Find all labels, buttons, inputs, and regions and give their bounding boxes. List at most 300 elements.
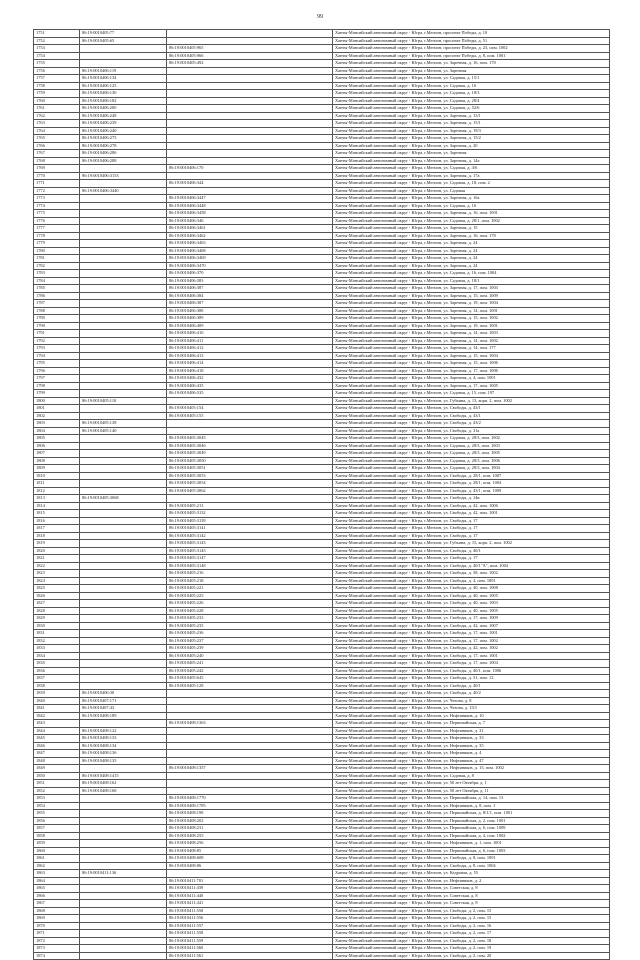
premises-cadastral-cell: 86:19:0010405:3145 — [167, 547, 333, 555]
row-number-cell: 1774 — [34, 202, 80, 210]
table-row — [34, 105, 610, 113]
address-cell: Ханты-Мансийский автономный округ - Югра, г.Мегион, ул. Заречная, д. 16, пом. 178 — [333, 60, 610, 68]
table-row — [34, 82, 610, 90]
premises-cadastral-cell: 86:19:0010406:387 — [167, 300, 333, 308]
premises-cadastral-cell: 86:19:0010406:410 — [167, 330, 333, 338]
premises-cadastral-cell: 86:19:0010405:3148 — [167, 562, 333, 570]
row-number-cell: 1848 — [34, 757, 80, 765]
premises-cadastral-cell: 86:19:0010408:608 — [167, 855, 333, 863]
premises-cadastral-cell: 86:19:0010405:128 — [167, 682, 333, 690]
premises-cadastral-cell: 86:19:0010405:239 — [167, 645, 333, 653]
row-number-cell: 1835 — [34, 660, 80, 668]
premises-cadastral-cell: 86:19:0010408:1770 — [167, 795, 333, 803]
land-cadastral-cell — [80, 945, 167, 953]
address-cell: Ханты-Мансийский автономный округ - Югра, г.Мегион, ул. Свободы, д. 17 — [333, 525, 610, 533]
premises-cadastral-cell: 86:19:0010405:3051 — [167, 465, 333, 473]
table-row — [34, 360, 610, 368]
address-cell: Ханты-Мансийский автономный округ - Югра, г.Мегион, ул. Заречная, д. 13/1 — [333, 112, 610, 120]
row-number-cell: 1777 — [34, 225, 80, 233]
table-row — [34, 825, 610, 833]
land-cadastral-cell — [80, 577, 167, 585]
row-number-cell: 1827 — [34, 600, 80, 608]
premises-cadastral-cell: 86:19:0010406:411 — [167, 337, 333, 345]
table-row — [34, 382, 610, 390]
address-cell: Ханты-Мансийский автономный округ - Югра, г.Мегион, ул. Садовая, д. 16 — [333, 82, 610, 90]
row-number-cell: 1834 — [34, 652, 80, 660]
premises-cadastral-cell — [167, 142, 333, 150]
table-row — [34, 915, 610, 923]
land-cadastral-cell: 86:19:0010411:136 — [80, 870, 167, 878]
row-number-cell: 1805 — [34, 435, 80, 443]
row-number-cell: 1769 — [34, 165, 80, 173]
row-number-cell: 1784 — [34, 277, 80, 285]
address-cell: Ханты-Мансийский автономный округ - Югра, г.Мегион, ул. Заречная, д. 15 — [333, 225, 610, 233]
premises-cadastral-cell: 86:19:0010405:225 — [167, 592, 333, 600]
premises-cadastral-cell: 86:19:0010408:198 — [167, 810, 333, 818]
row-number-cell: 1861 — [34, 855, 80, 863]
land-cadastral-cell — [80, 667, 167, 675]
premises-cadastral-cell: 86:19:0010406:3447 — [167, 195, 333, 203]
address-cell: Ханты-Мансийский автономный округ - Югра, г.Мегион, ул. Садовая, д. 16 — [333, 202, 610, 210]
table-row — [34, 945, 610, 953]
table-row — [34, 855, 610, 863]
address-cell: Ханты-Мансийский автономный округ - Югра, г.Мегион, ул. Заречная, д. 15, пом. 1009 — [333, 292, 610, 300]
address-cell: Ханты-Мансийский автономный округ - Югра, г.Мегион, ул. Чехова, д. 15/1 — [333, 705, 610, 713]
row-number-cell: 1766 — [34, 142, 80, 150]
premises-cadastral-cell: 86:19:0010405:235 — [167, 622, 333, 630]
address-cell: Ханты-Мансийский автономный округ - Югра, г.Мегион, ул. Первомайская, д. 6, пом. 1009 — [333, 825, 610, 833]
table-row — [34, 240, 610, 248]
land-cadastral-cell: 86:19:0010405:65 — [80, 37, 167, 45]
row-number-cell: 1771 — [34, 180, 80, 188]
premises-cadastral-cell: 86:19:0010406:3463 — [167, 240, 333, 248]
land-cadastral-cell: 86:19:0010406:130 — [80, 90, 167, 98]
table-row — [34, 465, 610, 473]
address-cell: Ханты-Мансийский автономный округ - Югра, г.Мегион, ул. Заречная, д. 16, пом. 178 — [333, 232, 610, 240]
premises-cadastral-cell: 86:19:0010408:202 — [167, 817, 333, 825]
premises-cadastral-cell — [167, 397, 333, 405]
premises-cadastral-cell — [167, 727, 333, 735]
land-cadastral-cell — [80, 825, 167, 833]
premises-cadastral-cell: 86:19:0010406:346 — [167, 217, 333, 225]
row-number-cell: 1803 — [34, 420, 80, 428]
table-row — [34, 592, 610, 600]
row-number-cell: 1770 — [34, 172, 80, 180]
row-number-cell: 1869 — [34, 915, 80, 923]
premises-cadastral-cell: 86:19:0010405:3053 — [167, 472, 333, 480]
land-cadastral-cell — [80, 292, 167, 300]
premises-cadastral-cell: 86:19:0010408:255 — [167, 832, 333, 840]
premises-cadastral-cell: 86:19:0010406:383 — [167, 277, 333, 285]
address-cell: Ханты-Мансийский автономный округ - Югра, г.Мегион, ул. Советская, д. 8 — [333, 892, 610, 900]
row-number-cell: 1872 — [34, 937, 80, 945]
address-cell: Ханты-Мансийский автономный округ - Югра, г.Мегион, ул. Заречная, д. 14а — [333, 157, 610, 165]
row-number-cell: 1763 — [34, 120, 80, 128]
premises-cadastral-cell: 86:19:0010405:218 — [167, 577, 333, 585]
premises-cadastral-cell: 86:19:0010408:1363 — [167, 720, 333, 728]
land-cadastral-cell — [80, 277, 167, 285]
address-cell: Ханты-Мансийский автономный округ - Югра, г.Мегион, ул. Садовая, д. 52/6 — [333, 105, 610, 113]
table-row — [34, 660, 610, 668]
premises-cadastral-cell: 86:19:0010405:3141 — [167, 525, 333, 533]
land-cadastral-cell: 86:19:0010405:3068 — [80, 495, 167, 503]
land-cadastral-cell — [80, 652, 167, 660]
address-cell: Ханты-Мансийский автономный округ - Югра, г.Мегион, ул. Первомайская, д. 2, пом. 1001 — [333, 817, 610, 825]
row-number-cell: 1850 — [34, 772, 80, 780]
table-row — [34, 405, 610, 413]
address-cell: Ханты-Мансийский автономный округ - Югра, г.Мегион, ул. Свободы, д. 28/1, пом. 1004 — [333, 480, 610, 488]
premises-cadastral-cell: 86:19:0010405:3147 — [167, 555, 333, 563]
row-number-cell: 1821 — [34, 555, 80, 563]
address-cell: Ханты-Мансийский автономный округ - Югра, г.Мегион, ул. Свободы, д. 42, пом. 1007 — [333, 622, 610, 630]
land-cadastral-cell: 86:19:0010406:3153 — [80, 172, 167, 180]
address-cell: Ханты-Мансийский автономный округ - Югра, г.Мегион, ул. Заречная, д. 15, пом. 1006 — [333, 360, 610, 368]
table-row — [34, 457, 610, 465]
row-number-cell: 1800 — [34, 397, 80, 405]
land-cadastral-cell: 86:19:0010408:189 — [80, 712, 167, 720]
premises-cadastral-cell: 86:19:0010406:3461 — [167, 225, 333, 233]
table-row — [34, 60, 610, 68]
row-number-cell: 1873 — [34, 945, 80, 953]
table-row — [34, 195, 610, 203]
address-cell: Ханты-Мансийский автономный округ - Югра, г.Мегион, ул. Садовая, д. 28/1, пом. 1002 — [333, 217, 610, 225]
address-cell: Ханты-Мансийский автономный округ - Югра, г.Мегион, ул. Свободы, д. 43/1 — [333, 412, 610, 420]
address-cell: Ханты-Мансийский автономный округ - Югра, г.Мегион, ул. Нефтяников, д. 10 — [333, 712, 610, 720]
address-cell: Ханты-Мансийский автономный округ - Югра, г.Мегион, ул. Первомайская, д. 6, пом. 1003 — [333, 847, 610, 855]
row-number-cell: 1837 — [34, 675, 80, 683]
row-number-cell: 1857 — [34, 825, 80, 833]
row-number-cell: 1782 — [34, 262, 80, 270]
premises-cadastral-cell — [167, 97, 333, 105]
premises-cadastral-cell: 86:19:0010405:236 — [167, 630, 333, 638]
row-number-cell: 1751 — [34, 30, 80, 38]
row-number-cell: 1807 — [34, 450, 80, 458]
land-cadastral-cell: 86:19:0010406:248 — [80, 112, 167, 120]
row-number-cell: 1793 — [34, 345, 80, 353]
row-number-cell: 1823 — [34, 570, 80, 578]
table-row — [34, 720, 610, 728]
address-cell: Ханты-Мансийский автономный округ - Югра, г.Мегион, ул. Заречная, д. 24 — [333, 247, 610, 255]
premises-cadastral-cell — [167, 427, 333, 435]
table-row — [34, 802, 610, 810]
land-cadastral-cell — [80, 720, 167, 728]
table-row — [34, 570, 610, 578]
table-row — [34, 810, 610, 818]
row-number-cell: 1780 — [34, 247, 80, 255]
table-row — [34, 90, 610, 98]
table-row — [34, 45, 610, 53]
row-number-cell: 1792 — [34, 337, 80, 345]
land-cadastral-cell: 86:19:0010408:134 — [80, 742, 167, 750]
table-row — [34, 270, 610, 278]
address-cell: Ханты-Мансийский автономный округ - Югра, г.Мегион, ул. Свободы, д. 43/1 — [333, 405, 610, 413]
premises-cadastral-cell — [167, 112, 333, 120]
address-cell: Ханты-Мансийский автономный округ - Югра, г.Мегион, ул. Садовая, д. 18, пом. 2 — [333, 180, 610, 188]
premises-cadastral-cell — [167, 75, 333, 83]
table-row — [34, 607, 610, 615]
row-number-cell: 1768 — [34, 157, 80, 165]
table-row — [34, 817, 610, 825]
premises-cadastral-cell: 86:19:0010405:492 — [167, 60, 333, 68]
premises-cadastral-cell: 86:19:0010405:966 — [167, 52, 333, 60]
land-cadastral-cell — [80, 375, 167, 383]
row-number-cell: 1829 — [34, 615, 80, 623]
row-number-cell: 1752 — [34, 37, 80, 45]
table-row — [34, 292, 610, 300]
row-number-cell: 1816 — [34, 517, 80, 525]
land-cadastral-cell: 86:19:0010406:275 — [80, 135, 167, 143]
premises-cadastral-cell — [167, 787, 333, 795]
table-row — [34, 682, 610, 690]
address-cell: Ханты-Мансийский автономный округ - Югра, г.Мегион, ул. Свободы, д. 2, пом. 15 — [333, 915, 610, 923]
page-number: 99 — [317, 14, 323, 20]
table-row — [34, 52, 610, 60]
row-number-cell: 1836 — [34, 667, 80, 675]
premises-cadastral-cell — [167, 120, 333, 128]
table-row — [34, 600, 610, 608]
table-row — [34, 900, 610, 908]
row-number-cell: 1789 — [34, 315, 80, 323]
address-cell: Ханты-Мансийский автономный округ - Югра, г.Мегион, ул. Заречная, д. 17а — [333, 172, 610, 180]
row-number-cell: 1822 — [34, 562, 80, 570]
row-number-cell: 1863 — [34, 870, 80, 878]
premises-cadastral-cell: 86:19:0010406:388 — [167, 307, 333, 315]
premises-cadastral-cell: 86:19:0010405:216 — [167, 570, 333, 578]
premises-cadastral-cell: 86:19:0010406:387 — [167, 285, 333, 293]
table-row — [34, 787, 610, 795]
land-cadastral-cell — [80, 532, 167, 540]
premises-cadastral-cell: 86:19:0010405:3143 — [167, 540, 333, 548]
premises-cadastral-cell — [167, 735, 333, 743]
table-row — [34, 262, 610, 270]
land-cadastral-cell: 86:19:0010406:182 — [80, 97, 167, 105]
land-cadastral-cell — [80, 817, 167, 825]
address-cell: Ханты-Мансийский автономный округ - Югра, г.Мегион, ул. Нефтяников, д. 15, пом. 1002 — [333, 765, 610, 773]
address-cell: Ханты-Мансийский автономный округ - Югра, г.Мегион, ул. Свободы, д. 40, пом. 1005 — [333, 607, 610, 615]
premises-cadastral-cell — [167, 172, 333, 180]
address-cell: Ханты-Мансийский автономный округ - Югра, г.Мегион, ул. Свободы, д. 31, пом. 12 — [333, 675, 610, 683]
land-cadastral-cell — [80, 607, 167, 615]
premises-cadastral-cell: 86:19:0010406:384 — [167, 292, 333, 300]
table-row — [34, 952, 610, 960]
table-row — [34, 37, 610, 45]
table-row — [34, 247, 610, 255]
table-row — [34, 285, 610, 293]
land-cadastral-cell — [80, 435, 167, 443]
table-row — [34, 442, 610, 450]
land-cadastral-cell — [80, 810, 167, 818]
address-cell: Ханты-Мансийский автономный округ - Югра, г.Мегион, ул. 50 лет Октября, д. 1 — [333, 780, 610, 788]
row-number-cell: 1828 — [34, 607, 80, 615]
row-number-cell: 1809 — [34, 465, 80, 473]
table-row — [34, 75, 610, 83]
land-cadastral-cell — [80, 600, 167, 608]
land-cadastral-cell — [80, 60, 167, 68]
land-cadastral-cell — [80, 225, 167, 233]
land-cadastral-cell — [80, 562, 167, 570]
row-number-cell: 1797 — [34, 375, 80, 383]
premises-cadastral-cell: 86:19:0010406:409 — [167, 322, 333, 330]
row-number-cell: 1760 — [34, 97, 80, 105]
premises-cadastral-cell: 86:19:0010411:561 — [167, 952, 333, 960]
address-cell: Ханты-Мансийский автономный округ - Югра, г.Мегион, ул. Первомайская, д. 14, пом. 13 — [333, 795, 610, 803]
table-row — [34, 735, 610, 743]
land-cadastral-cell: 86:19:0010406:3440 — [80, 187, 167, 195]
table-row — [34, 727, 610, 735]
row-number-cell: 1802 — [34, 412, 80, 420]
row-number-cell: 1765 — [34, 135, 80, 143]
row-number-cell: 1788 — [34, 307, 80, 315]
row-number-cell: 1858 — [34, 832, 80, 840]
land-cadastral-cell: 86:19:0010406:125 — [80, 82, 167, 90]
premises-cadastral-cell: 86:19:0010408:256 — [167, 840, 333, 848]
row-number-cell: 1759 — [34, 90, 80, 98]
land-cadastral-cell: 86:19:0010408:1415 — [80, 772, 167, 780]
address-cell: Ханты-Мансийский автономный округ - Югра, г.Мегион, ул. Свободы, д. 17, пом. 1002 — [333, 637, 610, 645]
table-row — [34, 547, 610, 555]
premises-cadastral-cell: 86:19:0010406:413 — [167, 352, 333, 360]
address-cell: Ханты-Мансийский автономный округ - Югра, г.Мегион, ул. Губкина, д. 13, корп. 2, пом. 1002 — [333, 397, 610, 405]
premises-cadastral-cell — [167, 495, 333, 503]
land-cadastral-cell: 86:19:0010406:200 — [80, 105, 167, 113]
land-cadastral-cell — [80, 885, 167, 893]
address-cell: Ханты-Мансийский автономный округ - Югра, г.Мегион, ул. Свободы, д. 17 — [333, 532, 610, 540]
table-row — [34, 892, 610, 900]
premises-cadastral-cell: 86:19:0010405:3139 — [167, 517, 333, 525]
address-cell: Ханты-Мансийский автономный округ - Югра, г.Мегион, ул. Заречная, д. 16а — [333, 195, 610, 203]
premises-cadastral-cell — [167, 157, 333, 165]
table-row — [34, 217, 610, 225]
premises-cadastral-cell — [167, 750, 333, 758]
premises-cadastral-cell — [167, 135, 333, 143]
land-cadastral-cell — [80, 892, 167, 900]
premises-cadastral-cell: 86:19:0010411:558 — [167, 907, 333, 915]
land-cadastral-cell: 86:19:0010405:138 — [80, 420, 167, 428]
premises-cadastral-cell: 86:19:0010406:3468 — [167, 247, 333, 255]
table-row — [34, 765, 610, 773]
land-cadastral-cell — [80, 390, 167, 398]
table-row — [34, 757, 610, 765]
table-row — [34, 562, 610, 570]
row-number-cell: 1855 — [34, 810, 80, 818]
row-number-cell: 1764 — [34, 127, 80, 135]
land-cadastral-cell — [80, 45, 167, 53]
table-row — [34, 502, 610, 510]
table-row — [34, 487, 610, 495]
land-cadastral-cell — [80, 502, 167, 510]
row-number-cell: 1849 — [34, 765, 80, 773]
row-number-cell: 1785 — [34, 285, 80, 293]
premises-cadastral-cell: 86:19:0010405:226 — [167, 600, 333, 608]
address-cell: Ханты-Мансийский автономный округ - Югра, г.Мегион, ул. Садовая, д. 8 — [333, 772, 610, 780]
row-number-cell: 1830 — [34, 622, 80, 630]
address-cell: Ханты-Мансийский автономный округ - Югра, г.Мегион, ул. Свободы, д. 17, пом. 1004 — [333, 660, 610, 668]
row-number-cell: 1813 — [34, 495, 80, 503]
address-cell: Ханты-Мансийский автономный округ - Югра, г.Мегион, ул. Заречная, д. 24 — [333, 240, 610, 248]
land-cadastral-cell — [80, 255, 167, 263]
address-cell: Ханты-Мансийский автономный округ - Югра, г.Мегион, ул. Садовая, д. 18/3 — [333, 90, 610, 98]
table-row — [34, 427, 610, 435]
address-cell: Ханты-Мансийский автономный округ - Югра, г.Мегион, ул. Садовая, д. 28/3, пом. 1006 — [333, 457, 610, 465]
land-cadastral-cell — [80, 555, 167, 563]
row-number-cell: 1870 — [34, 922, 80, 930]
premises-cadastral-cell: 86:19:0010405:645 — [167, 675, 333, 683]
land-cadastral-cell: 86:19:0010406:239 — [80, 120, 167, 128]
address-cell: Ханты-Мансийский автономный округ - Югра, г.Мегион, ул. Нефтяников, д. 35 — [333, 742, 610, 750]
address-cell: Ханты-Мансийский автономный округ - Югра, г.Мегион, ул. Заречная, д. 15, пом. 1004 — [333, 352, 610, 360]
table-row — [34, 120, 610, 128]
table-row — [34, 172, 610, 180]
row-number-cell: 1868 — [34, 907, 80, 915]
premises-cadastral-cell — [167, 105, 333, 113]
premises-cadastral-cell — [167, 150, 333, 158]
land-cadastral-cell — [80, 675, 167, 683]
address-cell: Ханты-Мансийский автономный округ - Югра, г.Мегион, ул. Заречная, д. 15/2 — [333, 135, 610, 143]
table-row — [34, 847, 610, 855]
address-cell: Ханты-Мансийский автономный округ - Югра, г.Мегион, ул. Свободы, д. 2, пом. 17 — [333, 930, 610, 938]
table-row — [34, 337, 610, 345]
address-cell: Ханты-Мансийский автономный округ - Югра, г.Мегион, ул. Нефтяников, д. 2 — [333, 877, 610, 885]
row-number-cell: 1854 — [34, 802, 80, 810]
address-cell: Ханты-Мансийский автономный округ - Югра, г.Мегион, ул. Свободы, д. 4, пом. 1001 — [333, 577, 610, 585]
premises-cadastral-cell: 86:19:0010405:213 — [167, 502, 333, 510]
table-row — [34, 165, 610, 173]
table-row — [34, 450, 610, 458]
premises-cadastral-cell: 86:19:0010408:1357 — [167, 765, 333, 773]
address-cell: Ханты-Мансийский автономный округ - Югра, г.Мегион, ул. Чехова, д. 8 — [333, 697, 610, 705]
row-number-cell: 1856 — [34, 817, 80, 825]
premises-cadastral-cell: 86:19:0010405:233 — [167, 615, 333, 623]
premises-cadastral-cell: 86:19:0010405:3049 — [167, 450, 333, 458]
table-row — [34, 180, 610, 188]
address-cell: Ханты-Мансийский автономный округ - Югра, г.Мегион, проспект Победы, д. 23, пом. 1002 — [333, 45, 610, 53]
row-number-cell: 1804 — [34, 427, 80, 435]
row-number-cell: 1757 — [34, 75, 80, 83]
address-cell: Ханты-Мансийский автономный округ - Югра, г.Мегион, ул. Советская, д. 8 — [333, 885, 610, 893]
address-cell: Ханты-Мансийский автономный округ - Югра, г.Мегион, ул. Свободы, д. 14в — [333, 495, 610, 503]
address-cell: Ханты-Мансийский автономный округ - Югра, г.Мегион, ул. Нефтяников, д. 1, пом. 1001 — [333, 840, 610, 848]
land-cadastral-cell — [80, 405, 167, 413]
table-row — [34, 622, 610, 630]
table-row — [34, 690, 610, 698]
row-number-cell: 1840 — [34, 697, 80, 705]
address-cell: Ханты-Мансийский автономный округ - Югра, г.Мегион, ул. 50 лет Октября, д. 11 — [333, 787, 610, 795]
land-cadastral-cell: 86:19:0010406:30 — [80, 690, 167, 698]
row-number-cell: 1783 — [34, 270, 80, 278]
premises-cadastral-cell: 86:19:0010406:389 — [167, 315, 333, 323]
table-row — [34, 772, 610, 780]
address-cell: Ханты-Мансийский автономный округ - Югра, г.Мегион, ул. Свободы, д. 2, пом. 18 — [333, 937, 610, 945]
premises-cadastral-cell — [167, 37, 333, 45]
land-cadastral-cell — [80, 330, 167, 338]
land-cadastral-cell — [80, 660, 167, 668]
row-number-cell: 1799 — [34, 390, 80, 398]
land-cadastral-cell — [80, 300, 167, 308]
address-cell: Ханты-Мансийский автономный округ - Югра, г.Мегион, ул. Садовая, д. 15/1 — [333, 75, 610, 83]
address-cell: Ханты-Мансийский автономный округ - Югра, г.Мегион, ул. Нефтяников, д. 8, пом. 1 — [333, 802, 610, 810]
row-number-cell: 1833 — [34, 645, 80, 653]
row-number-cell: 1862 — [34, 862, 80, 870]
premises-cadastral-cell: 86:19:0010411:556 — [167, 915, 333, 923]
row-number-cell: 1820 — [34, 547, 80, 555]
land-cadastral-cell: 86:19:0010408:122 — [80, 727, 167, 735]
address-cell: Ханты-Мансийский автономный округ - Югра, г.Мегион, ул. Нефтяников, д. 31 — [333, 727, 610, 735]
land-cadastral-cell — [80, 570, 167, 578]
land-cadastral-cell — [80, 232, 167, 240]
address-cell: Ханты-Мансийский автономный округ - Югра, г.Мегион, ул. Заречная, д. 17, пом. 1003 — [333, 285, 610, 293]
row-number-cell: 1825 — [34, 585, 80, 593]
address-cell: Ханты-Мансийский автономный округ - Югра, г.Мегион, ул. Нефтяников, д. 33 — [333, 735, 610, 743]
